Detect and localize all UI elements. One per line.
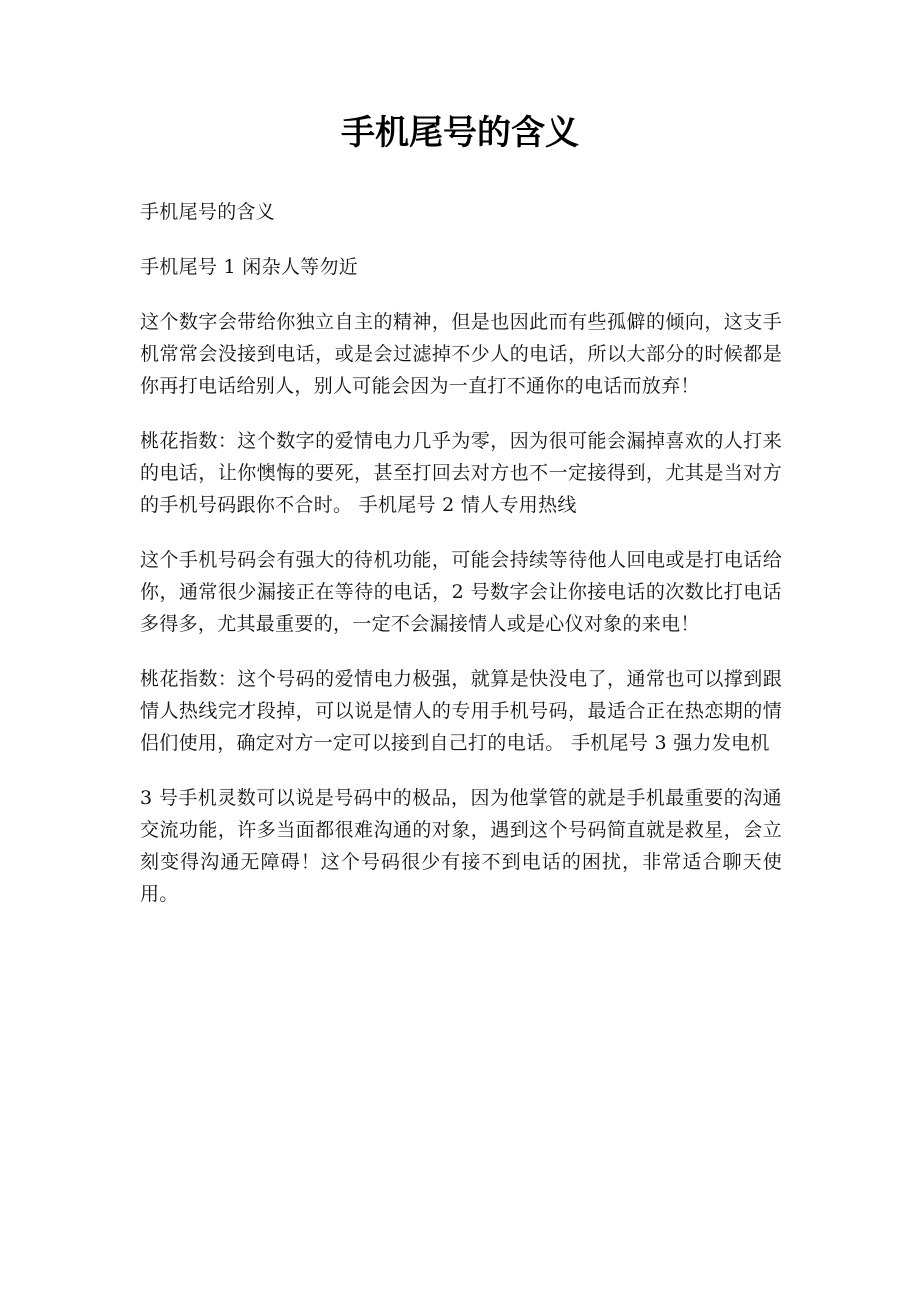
paragraph-tail-3-description: 3 号手机灵数可以说是号码中的极品，因为他掌管的就是手机最重要的沟通交流功能，许多当面都很难沟通的对象，遇到这个号码简直就是救星，会立刻变得沟通无障碍！这个号码很少有接不到电话的困扰，非常适合聊天使用。 <box>140 787 782 905</box>
paragraph-tail-2-description: 这个手机号码会有强大的待机功能，可能会持续等待他人回电或是打电话给你，通常很少漏接正在等待的电话，2 号数字会让你接电话的次数比打电话多得多，尤其最重要的，一定不会漏接情人或是心仪对象的来电！ <box>140 549 782 635</box>
paragraph-tail-1-romance-index: 桃花指数：这个数字的爱情电力几乎为零，因为很可能会漏掉喜欢的人打来的电话，让你懊悔的要死，甚至打回去对方也不一定接得到，尤其是当对方的手机号码跟你不合时。 手机尾号 2 情人专用热线 <box>140 430 782 516</box>
document-body <box>140 196 782 933</box>
paragraph-tail-1-heading: 手机尾号 1 闲杂人等勿近 <box>140 256 359 278</box>
paragraph-tail-2-romance-index: 桃花指数：这个号码的爱情电力极强，就算是快没电了，通常也可以撑到跟情人热线完才段掉，可以说是情人的专用手机号码，最适合正在热恋期的情侣们使用，确定对方一定可以接到自己打的电话。 手机尾号 3 强力发电机 <box>140 668 782 754</box>
document-title: 手机尾号的含义 <box>341 113 579 153</box>
paragraph-tail-1-description: 这个数字会带给你独立自主的精神，但是也因此而有些孤僻的倾向，这支手机常常会没接到电话，或是会过滤掉不少人的电话，所以大部分的时候都是你再打电话给别人，别人可能会因为一直打不通你的电话而放弃！ <box>140 311 782 397</box>
paragraph-subtitle: 手机尾号的含义 <box>140 201 276 223</box>
